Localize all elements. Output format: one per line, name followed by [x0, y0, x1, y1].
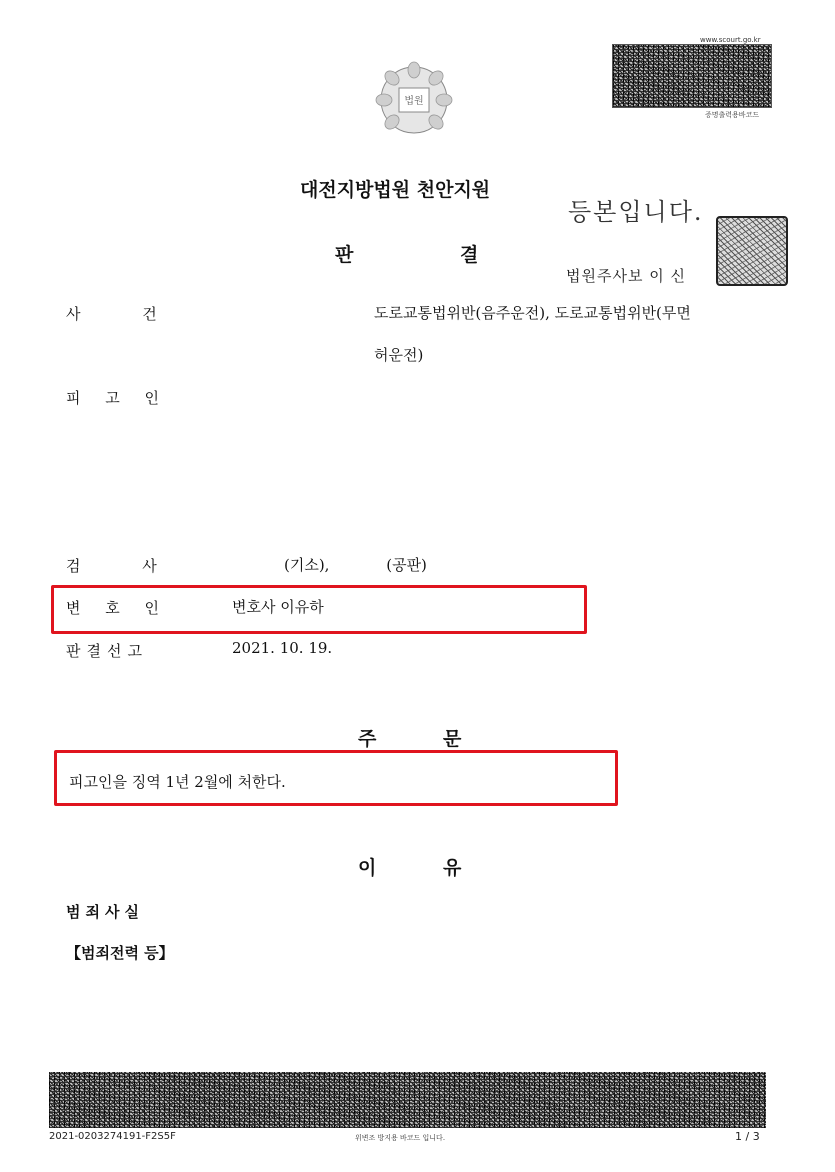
- document-title: [335, 240, 485, 267]
- case-label-text: 사 건: [66, 305, 158, 323]
- defendant-label-text: 피 고 인: [66, 389, 161, 407]
- official-seal-icon: [716, 216, 788, 286]
- case-value-line1: 도로교통법위반(음주운전), 도로교통법위반(무면: [374, 304, 691, 322]
- criminal-record-heading: 【범죄전력 등】: [66, 944, 174, 962]
- court-name: 대전지방법원 천안지원: [300, 179, 491, 201]
- order-heading-text: 주 문: [358, 728, 462, 750]
- order-text: 피고인을 징역 1년 2월에 처한다.: [69, 773, 286, 791]
- barcode-caption: 증명출력용바코드: [705, 111, 760, 119]
- defendant-label: [66, 387, 160, 408]
- barcode-notice: 위변조 방지용 바코드 입니다.: [355, 1134, 446, 1142]
- case-label: [66, 303, 158, 324]
- site-url: www.scourt.go.kr: [700, 36, 761, 44]
- anti-forgery-barcode: [49, 1072, 766, 1128]
- document-title-text: 판 결: [335, 244, 479, 266]
- prosecutor-value-text: (기소), (공판): [284, 556, 427, 574]
- document-id: 2021-0203274191-F2S5F: [49, 1131, 176, 1142]
- clerk-name: 법원주사보 이 신: [566, 267, 686, 285]
- attorney-label: [66, 597, 160, 618]
- order-heading: [358, 724, 461, 751]
- attorney-value: 변호사 이유하: [232, 598, 324, 616]
- attorney-label-text: 변 호 인: [66, 599, 161, 617]
- court-emblem: [372, 60, 456, 138]
- reasons-heading-text: 이 유: [358, 857, 462, 879]
- case-value-line2: 허운전): [374, 346, 424, 364]
- prosecutor-value: [284, 554, 427, 575]
- reasons-heading: [358, 853, 461, 880]
- prosecutor-label-text: 검 사: [66, 557, 158, 575]
- certified-copy-text: 등본입니다.: [568, 198, 704, 226]
- verdict-date-label: 판결선고: [66, 642, 148, 660]
- certificate-barcode: [612, 44, 772, 108]
- page-number: 1 / 3: [735, 1130, 760, 1143]
- verdict-date-value: 2021. 10. 19.: [232, 639, 333, 657]
- prosecutor-label: [66, 555, 158, 576]
- crime-facts-heading: 범죄사실: [66, 903, 144, 921]
- emblem-label: 법원: [404, 96, 424, 107]
